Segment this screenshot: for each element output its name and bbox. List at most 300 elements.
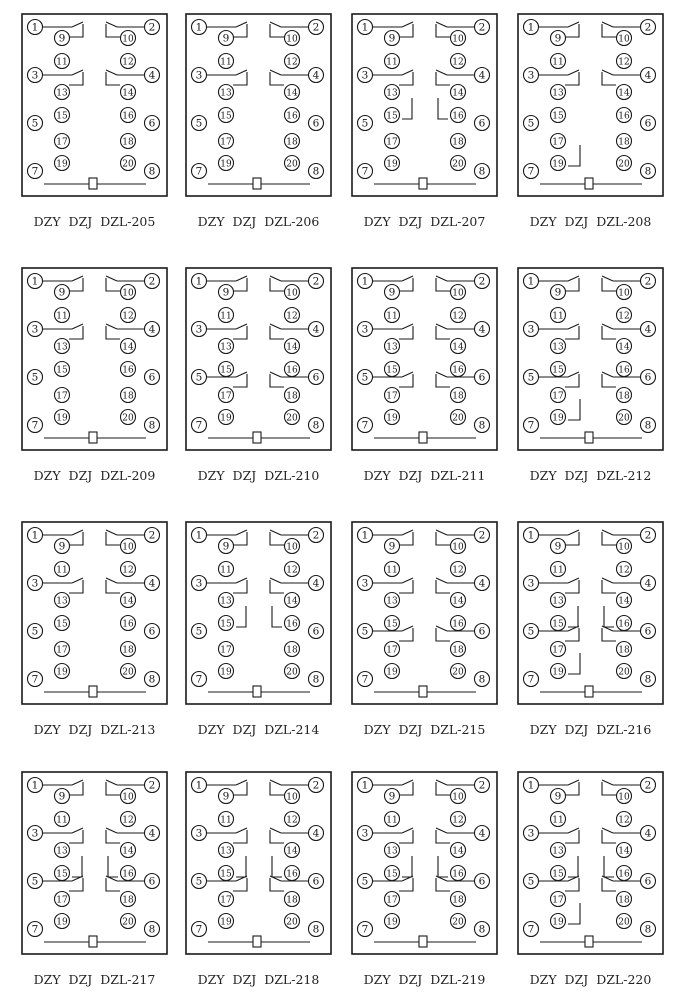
terminal-label: 5 xyxy=(195,117,203,130)
terminal-7 xyxy=(524,922,539,937)
terminal-16 xyxy=(285,866,300,881)
terminal-label: 16 xyxy=(286,365,298,376)
terminal-19 xyxy=(55,156,70,171)
terminal-label: 3 xyxy=(527,323,535,336)
terminal-16 xyxy=(451,362,466,377)
terminal-label: 5 xyxy=(527,625,535,638)
terminal-label: 4 xyxy=(478,827,486,840)
terminal-7 xyxy=(28,672,43,687)
terminal-label: 14 xyxy=(452,846,464,857)
terminal-label: 14 xyxy=(122,846,134,857)
terminal-11 xyxy=(55,54,70,69)
terminal-label: 15 xyxy=(386,365,398,376)
terminal-9 xyxy=(551,789,566,804)
diagram-caption: DZY DZJ DZL-211 xyxy=(363,468,486,483)
terminal-label: 1 xyxy=(361,21,369,34)
terminal-label: 3 xyxy=(361,323,369,336)
terminal-label: 19 xyxy=(56,413,68,424)
terminal-label: 1 xyxy=(527,779,535,792)
terminal-12 xyxy=(617,54,632,69)
terminal-11 xyxy=(219,562,234,577)
terminal-9 xyxy=(219,31,234,46)
terminal-3 xyxy=(524,826,539,841)
terminal-19 xyxy=(219,664,234,679)
terminal-9 xyxy=(219,539,234,554)
terminal-6 xyxy=(145,116,160,131)
terminal-13 xyxy=(219,85,234,100)
terminal-6 xyxy=(309,874,324,889)
terminal-11 xyxy=(551,812,566,827)
terminal-9 xyxy=(551,31,566,46)
terminal-14 xyxy=(121,593,136,608)
terminal-8 xyxy=(475,418,490,433)
diagram-caption: DZY DZJ DZL-217 xyxy=(33,972,156,987)
terminal-14 xyxy=(285,593,300,608)
terminal-label: 9 xyxy=(554,540,562,553)
terminal-label: 17 xyxy=(220,137,232,148)
relay-diagram-213 xyxy=(22,522,167,704)
terminal-12 xyxy=(617,562,632,577)
terminal-label: 9 xyxy=(58,32,66,45)
terminal-label: 7 xyxy=(527,165,535,178)
terminal-7 xyxy=(358,418,373,433)
terminal-label: 6 xyxy=(148,371,156,384)
terminal-1 xyxy=(524,20,539,35)
terminal-label: 19 xyxy=(220,159,232,170)
relay-diagram-207 xyxy=(352,14,497,196)
terminal-11 xyxy=(385,812,400,827)
terminal-8 xyxy=(309,418,324,433)
terminal-12 xyxy=(121,812,136,827)
terminal-17 xyxy=(55,134,70,149)
terminal-label: 20 xyxy=(618,413,630,424)
terminal-label: 10 xyxy=(286,288,298,299)
terminal-11 xyxy=(385,308,400,323)
terminal-label: 6 xyxy=(478,875,486,888)
terminal-1 xyxy=(358,274,373,289)
terminal-16 xyxy=(121,362,136,377)
terminal-label: 13 xyxy=(56,596,68,607)
coil-icon xyxy=(89,686,97,697)
terminal-4 xyxy=(475,68,490,83)
terminal-17 xyxy=(385,388,400,403)
terminal-label: 18 xyxy=(122,391,134,402)
terminal-label: 15 xyxy=(386,619,398,630)
terminal-label: 11 xyxy=(386,57,398,68)
terminal-label: 4 xyxy=(644,323,652,336)
terminal-18 xyxy=(617,134,632,149)
terminal-label: 9 xyxy=(58,790,66,803)
terminal-10 xyxy=(121,539,136,554)
terminal-label: 13 xyxy=(56,846,68,857)
terminal-19 xyxy=(551,410,566,425)
terminal-8 xyxy=(641,164,656,179)
terminal-1 xyxy=(192,528,207,543)
terminal-label: 12 xyxy=(122,311,134,322)
terminal-label: 12 xyxy=(286,311,298,322)
terminal-label: 5 xyxy=(361,875,369,888)
relay-diagram-218 xyxy=(186,772,331,954)
terminal-label: 15 xyxy=(56,365,68,376)
terminal-label: 3 xyxy=(195,323,203,336)
terminal-20 xyxy=(121,664,136,679)
terminal-label: 19 xyxy=(56,159,68,170)
terminal-label: 6 xyxy=(148,875,156,888)
terminal-label: 13 xyxy=(220,342,232,353)
terminal-label: 6 xyxy=(644,371,652,384)
terminal-3 xyxy=(358,826,373,841)
terminal-2 xyxy=(309,274,324,289)
terminal-label: 11 xyxy=(386,311,398,322)
terminal-label: 19 xyxy=(56,917,68,928)
terminal-label: 9 xyxy=(554,790,562,803)
terminal-7 xyxy=(192,922,207,937)
terminal-11 xyxy=(219,54,234,69)
terminal-5 xyxy=(192,624,207,639)
terminal-17 xyxy=(385,642,400,657)
terminal-label: 16 xyxy=(122,111,134,122)
terminal-label: 7 xyxy=(195,673,203,686)
terminal-7 xyxy=(524,672,539,687)
terminal-1 xyxy=(524,274,539,289)
terminal-7 xyxy=(358,164,373,179)
terminal-label: 15 xyxy=(56,111,68,122)
terminal-label: 13 xyxy=(552,88,564,99)
terminal-label: 8 xyxy=(478,673,486,686)
terminal-17 xyxy=(55,388,70,403)
terminal-label: 8 xyxy=(148,923,156,936)
terminal-18 xyxy=(451,642,466,657)
terminal-2 xyxy=(475,20,490,35)
terminal-8 xyxy=(475,164,490,179)
terminal-label: 12 xyxy=(452,57,464,68)
terminal-label: 11 xyxy=(220,815,232,826)
terminal-11 xyxy=(55,812,70,827)
terminal-label: 6 xyxy=(312,371,320,384)
terminal-6 xyxy=(309,116,324,131)
terminal-18 xyxy=(121,134,136,149)
terminal-label: 9 xyxy=(554,32,562,45)
terminal-15 xyxy=(385,108,400,123)
terminal-label: 18 xyxy=(618,645,630,656)
terminal-8 xyxy=(309,164,324,179)
terminal-17 xyxy=(551,642,566,657)
terminal-label: 13 xyxy=(220,88,232,99)
terminal-12 xyxy=(121,562,136,577)
terminal-label: 3 xyxy=(195,577,203,590)
terminal-label: 13 xyxy=(552,596,564,607)
terminal-label: 20 xyxy=(618,159,630,170)
terminal-4 xyxy=(145,576,160,591)
terminal-2 xyxy=(475,274,490,289)
terminal-label: 20 xyxy=(122,667,134,678)
terminal-9 xyxy=(55,539,70,554)
terminal-label: 9 xyxy=(58,540,66,553)
terminal-4 xyxy=(641,576,656,591)
terminal-20 xyxy=(285,156,300,171)
terminal-6 xyxy=(309,370,324,385)
terminal-label: 7 xyxy=(31,165,39,178)
diagram-caption: DZY DZJ DZL-209 xyxy=(33,468,156,483)
terminal-label: 1 xyxy=(195,275,203,288)
diagram-caption: DZY DZJ DZL-208 xyxy=(529,214,652,229)
terminal-6 xyxy=(309,624,324,639)
terminal-label: 8 xyxy=(644,673,652,686)
terminal-label: 17 xyxy=(552,645,564,656)
relay-diagram-216 xyxy=(518,522,663,704)
terminal-label: 8 xyxy=(478,165,486,178)
terminal-8 xyxy=(145,922,160,937)
terminal-label: 7 xyxy=(195,165,203,178)
terminal-label: 9 xyxy=(222,32,230,45)
terminal-14 xyxy=(451,339,466,354)
terminal-label: 1 xyxy=(361,529,369,542)
terminal-16 xyxy=(617,108,632,123)
terminal-8 xyxy=(641,922,656,937)
terminal-label: 16 xyxy=(618,111,630,122)
terminal-label: 5 xyxy=(31,117,39,130)
terminal-label: 11 xyxy=(220,565,232,576)
terminal-5 xyxy=(192,874,207,889)
terminal-label: 18 xyxy=(618,391,630,402)
terminal-label: 14 xyxy=(122,596,134,607)
terminal-label: 20 xyxy=(452,667,464,678)
terminal-label: 5 xyxy=(195,371,203,384)
coil-icon xyxy=(253,178,261,189)
terminal-label: 4 xyxy=(148,577,156,590)
terminal-18 xyxy=(617,388,632,403)
terminal-20 xyxy=(451,664,466,679)
terminal-10 xyxy=(617,31,632,46)
diagram-caption: DZY DZJ DZL-219 xyxy=(363,972,486,987)
terminal-label: 5 xyxy=(527,371,535,384)
terminal-5 xyxy=(192,116,207,131)
terminal-4 xyxy=(641,826,656,841)
diagram-caption: DZY DZJ DZL-218 xyxy=(197,972,320,987)
terminal-label: 18 xyxy=(452,137,464,148)
terminal-label: 13 xyxy=(56,342,68,353)
terminal-label: 10 xyxy=(618,34,630,45)
terminal-19 xyxy=(385,410,400,425)
terminal-7 xyxy=(28,164,43,179)
terminal-18 xyxy=(617,642,632,657)
terminal-13 xyxy=(385,85,400,100)
terminal-2 xyxy=(641,274,656,289)
terminal-label: 4 xyxy=(478,323,486,336)
terminal-label: 7 xyxy=(195,419,203,432)
terminal-label: 12 xyxy=(286,815,298,826)
terminal-13 xyxy=(551,339,566,354)
terminal-13 xyxy=(55,593,70,608)
terminal-5 xyxy=(28,370,43,385)
terminal-label: 7 xyxy=(527,923,535,936)
terminal-20 xyxy=(617,664,632,679)
terminal-6 xyxy=(475,874,490,889)
terminal-15 xyxy=(219,616,234,631)
terminal-10 xyxy=(285,789,300,804)
diagram-caption: DZY DZJ DZL-210 xyxy=(197,468,320,483)
terminal-label: 10 xyxy=(122,288,134,299)
terminal-label: 4 xyxy=(312,577,320,590)
terminal-label: 5 xyxy=(527,117,535,130)
terminal-label: 6 xyxy=(478,117,486,130)
terminal-label: 1 xyxy=(31,21,39,34)
terminal-3 xyxy=(358,576,373,591)
terminal-label: 19 xyxy=(386,159,398,170)
terminal-label: 5 xyxy=(195,875,203,888)
terminal-1 xyxy=(192,778,207,793)
terminal-label: 12 xyxy=(618,57,630,68)
terminal-11 xyxy=(551,54,566,69)
terminal-label: 4 xyxy=(148,69,156,82)
terminal-label: 12 xyxy=(618,311,630,322)
terminal-label: 2 xyxy=(148,529,156,542)
terminal-16 xyxy=(285,362,300,377)
terminal-label: 16 xyxy=(618,365,630,376)
terminal-19 xyxy=(219,156,234,171)
terminal-label: 1 xyxy=(31,779,39,792)
terminal-label: 19 xyxy=(220,667,232,678)
terminal-9 xyxy=(385,285,400,300)
terminal-label: 15 xyxy=(552,619,564,630)
terminal-label: 16 xyxy=(618,619,630,630)
terminal-label: 10 xyxy=(286,34,298,45)
terminal-15 xyxy=(219,866,234,881)
terminal-9 xyxy=(385,539,400,554)
terminal-6 xyxy=(641,874,656,889)
terminal-label: 18 xyxy=(452,895,464,906)
terminal-label: 5 xyxy=(31,875,39,888)
terminal-label: 3 xyxy=(31,69,39,82)
terminal-label: 15 xyxy=(552,365,564,376)
terminal-5 xyxy=(28,116,43,131)
terminal-13 xyxy=(55,85,70,100)
terminal-20 xyxy=(451,156,466,171)
terminal-label: 15 xyxy=(220,619,232,630)
terminal-label: 3 xyxy=(527,577,535,590)
terminal-label: 5 xyxy=(527,875,535,888)
terminal-label: 3 xyxy=(527,69,535,82)
terminal-19 xyxy=(385,664,400,679)
terminal-19 xyxy=(551,664,566,679)
terminal-label: 4 xyxy=(644,69,652,82)
terminal-2 xyxy=(309,528,324,543)
terminal-label: 11 xyxy=(386,815,398,826)
terminal-15 xyxy=(55,866,70,881)
terminal-label: 11 xyxy=(220,57,232,68)
terminal-label: 2 xyxy=(478,21,486,34)
terminal-label: 13 xyxy=(386,596,398,607)
terminal-10 xyxy=(285,539,300,554)
terminal-label: 5 xyxy=(361,371,369,384)
terminal-label: 7 xyxy=(361,923,369,936)
coil-icon xyxy=(89,936,97,947)
terminal-label: 2 xyxy=(148,21,156,34)
terminal-3 xyxy=(192,576,207,591)
terminal-15 xyxy=(385,362,400,377)
diagram-caption: DZY DZJ DZL-220 xyxy=(529,972,652,987)
terminal-label: 10 xyxy=(452,34,464,45)
terminal-label: 1 xyxy=(195,779,203,792)
terminal-label: 18 xyxy=(122,645,134,656)
terminal-20 xyxy=(617,410,632,425)
terminal-label: 18 xyxy=(286,391,298,402)
terminal-15 xyxy=(385,866,400,881)
diagram-caption: DZY DZJ DZL-206 xyxy=(197,214,320,229)
terminal-7 xyxy=(192,164,207,179)
terminal-4 xyxy=(309,826,324,841)
terminal-label: 15 xyxy=(220,869,232,880)
terminal-label: 14 xyxy=(286,342,298,353)
relay-diagram-212 xyxy=(518,268,663,450)
terminal-16 xyxy=(617,616,632,631)
terminal-label: 14 xyxy=(618,596,630,607)
terminal-label: 17 xyxy=(552,895,564,906)
terminal-2 xyxy=(145,778,160,793)
terminal-5 xyxy=(524,624,539,639)
terminal-label: 2 xyxy=(478,529,486,542)
terminal-14 xyxy=(121,85,136,100)
terminal-14 xyxy=(285,843,300,858)
terminal-label: 8 xyxy=(478,923,486,936)
terminal-19 xyxy=(55,914,70,929)
terminal-12 xyxy=(285,54,300,69)
diagram-caption: DZY DZJ DZL-205 xyxy=(33,214,156,229)
terminal-label: 7 xyxy=(31,923,39,936)
terminal-18 xyxy=(285,134,300,149)
coil-icon xyxy=(419,432,427,443)
terminal-8 xyxy=(641,418,656,433)
terminal-16 xyxy=(451,866,466,881)
terminal-20 xyxy=(451,410,466,425)
terminal-label: 12 xyxy=(618,565,630,576)
terminal-label: 2 xyxy=(312,275,320,288)
terminal-label: 9 xyxy=(388,286,396,299)
terminal-label: 4 xyxy=(312,69,320,82)
terminal-12 xyxy=(285,812,300,827)
terminal-label: 12 xyxy=(452,565,464,576)
terminal-label: 13 xyxy=(386,88,398,99)
terminal-label: 12 xyxy=(286,565,298,576)
terminal-label: 19 xyxy=(552,667,564,678)
terminal-19 xyxy=(385,914,400,929)
terminal-5 xyxy=(28,874,43,889)
terminal-8 xyxy=(641,672,656,687)
terminal-8 xyxy=(475,672,490,687)
terminal-label: 18 xyxy=(452,391,464,402)
terminal-label: 16 xyxy=(286,619,298,630)
terminal-2 xyxy=(641,778,656,793)
diagram-caption: DZY DZJ DZL-212 xyxy=(529,468,652,483)
terminal-6 xyxy=(145,624,160,639)
terminal-label: 14 xyxy=(122,88,134,99)
terminal-8 xyxy=(145,672,160,687)
terminal-8 xyxy=(475,922,490,937)
terminal-16 xyxy=(121,866,136,881)
terminal-10 xyxy=(285,31,300,46)
terminal-1 xyxy=(358,528,373,543)
terminal-17 xyxy=(219,134,234,149)
terminal-19 xyxy=(551,156,566,171)
terminal-label: 14 xyxy=(452,88,464,99)
terminal-7 xyxy=(524,418,539,433)
terminal-label: 12 xyxy=(122,565,134,576)
terminal-7 xyxy=(192,672,207,687)
terminal-12 xyxy=(451,54,466,69)
terminal-label: 9 xyxy=(222,286,230,299)
terminal-1 xyxy=(28,274,43,289)
terminal-2 xyxy=(475,528,490,543)
